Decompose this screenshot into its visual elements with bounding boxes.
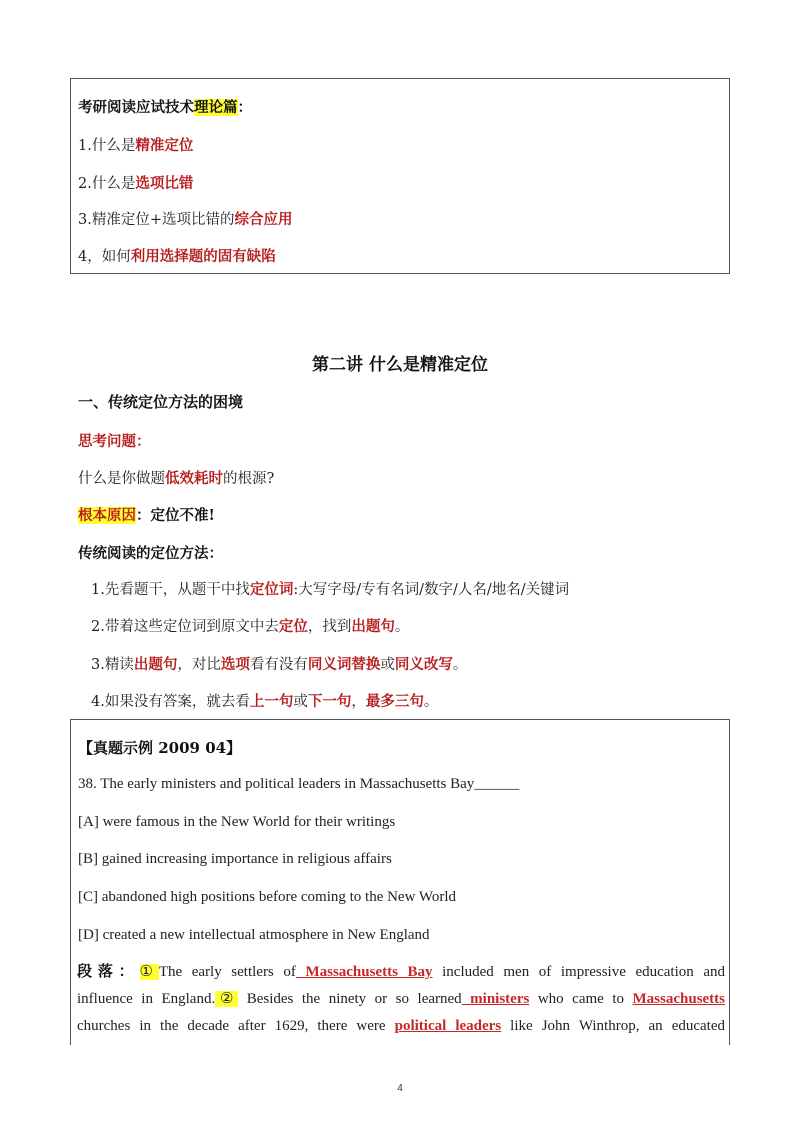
step-4: 4.如果没有答案，就去看上一句或下一句，最多三句。 <box>91 693 439 710</box>
page-number: 4 <box>397 1083 403 1094</box>
root-cause-line: 根本原因：定位不准! <box>78 507 215 524</box>
sentence-marker-2: ② <box>215 991 239 1007</box>
highlight-root-cause: 根本原因 <box>78 507 136 524</box>
step-2: 2.带着这些定位词到原文中去定位，找到出题句。 <box>91 618 410 635</box>
passage-line-2: influence in England.② Besides the ninety or so learned ministers who came to Massachusetts <box>77 991 726 1007</box>
option-b: [B] gained increasing importance in religious affairs <box>78 851 392 867</box>
outline-item-4: 4，如何利用选择题的固有缺陷 <box>78 248 276 265</box>
highlight-theory: 理论篇 <box>194 99 238 116</box>
passage-line-1: 段落：①The early settlers of Massachusetts Bay included men of impressive education and <box>77 964 725 980</box>
section-heading: 一、传统定位方法的困境 <box>78 393 244 411</box>
outline-item-3: 3.精准定位+选项比错的综合应用 <box>78 211 293 228</box>
example-tag: 【真题示例 2009 04】 <box>78 739 242 757</box>
example-question: 38. The early ministers and political leaders in Massachusetts Bay______ <box>78 776 520 792</box>
step-3: 3.精读出题句，对比选项看有没有同义词替换或同义改写。 <box>91 656 468 673</box>
method-title: 传统阅读的定位方法： <box>78 545 223 562</box>
step-1: 1.先看题干，从题干中找定位词:大写字母/专有名词/数字/人名/地名/关键词 <box>91 581 570 598</box>
lecture-title: 第二讲 什么是精准定位 <box>312 355 488 375</box>
passage-line-3: churches in the decade after 1629, there were political leaders like John Winthrop, an educated <box>77 1018 725 1034</box>
think-label: 思考问题： <box>78 433 151 450</box>
option-a: [A] were famous in the New World for their writings <box>78 814 396 830</box>
question-line: 什么是你做题低效耗时的根源? <box>78 470 275 487</box>
passage-label: 段落： <box>77 964 140 980</box>
outline-item-1: 1.什么是精准定位 <box>78 137 194 154</box>
option-c: [C] abandoned high positions before coming to the New World <box>78 889 457 905</box>
outline-heading: 考研阅读应试技术理论篇： <box>78 99 252 116</box>
outline-item-2: 2.什么是选项比错 <box>78 175 194 192</box>
sentence-marker-1: ① <box>139 964 159 980</box>
option-d: [D] created a new intellectual atmosphere in New England <box>78 927 430 943</box>
